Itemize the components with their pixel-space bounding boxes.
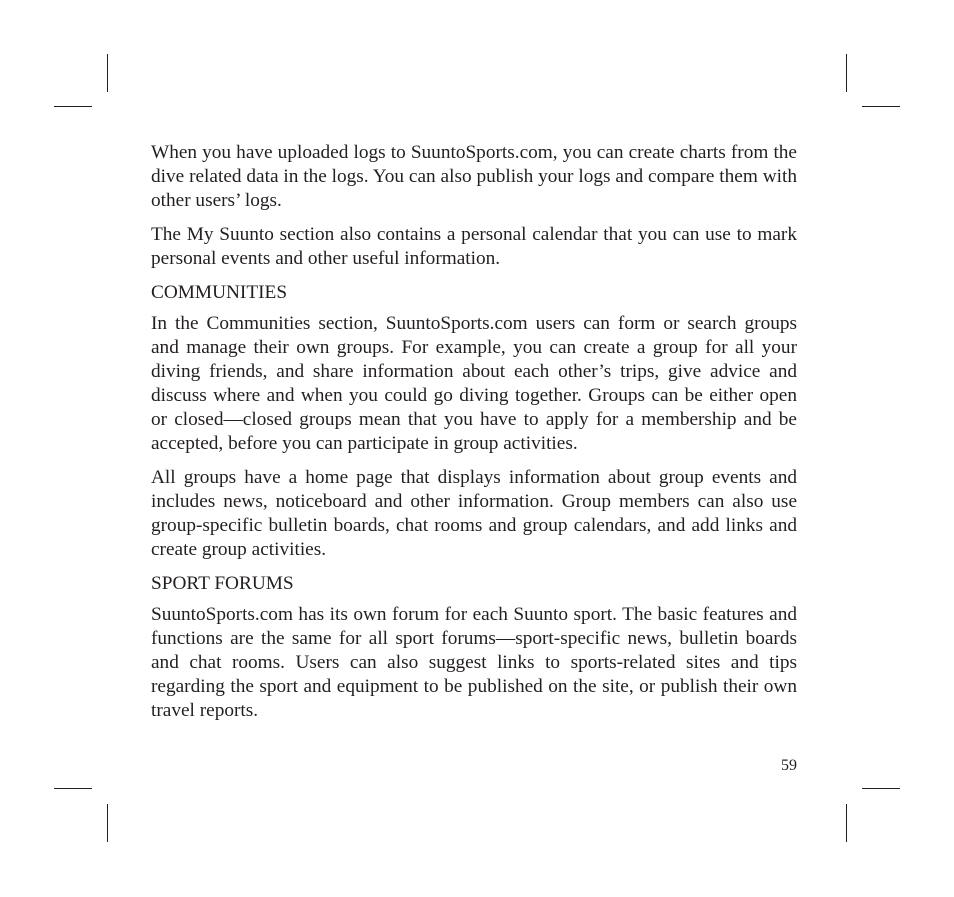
section-heading-sport-forums: SPORT FORUMS	[151, 572, 294, 594]
crop-mark-top-left-horizontal	[54, 106, 92, 107]
crop-mark-bottom-right-horizontal	[862, 788, 900, 789]
crop-mark-bottom-left-horizontal	[54, 788, 92, 789]
page-number: 59	[781, 757, 797, 774]
section-heading-communities: COMMUNITIES	[151, 281, 288, 303]
crop-mark-bottom-right-vertical	[846, 804, 847, 842]
paragraph-sport-forums: SuuntoSports.com has its own forum for each Suunto sport. The basic features and functions are the same for all sport forums—sport-specific news, bulletin boards and chat rooms. Users can also suggest links to sports-related sites and tips regarding the sport and equipment to be published on the site, or publish their own travel reports.	[151, 604, 797, 722]
paragraph-personal-calendar: The My Suunto section also contains a personal calendar that you can use to mark personal events and other useful information.	[151, 223, 797, 269]
paragraph-group-home-page: All groups have a home page that displays information about group events and includes news, noticeboard and other information. Group members can also use group-specific bulletin boards, chat rooms and group calendars, and add links and create group activities.	[151, 466, 797, 560]
paragraph-communities: In the Communities section, SuuntoSports.com users can form or search groups and manage their own groups. For example, you can create a group for all your diving friends, and share information about each other’s trips, give advice and discuss where and when you could go diving together. Groups can be either open or closed—closed groups mean that you have to apply for a membership and be accepted, before you can participate in group activities.	[151, 313, 797, 454]
crop-mark-top-left-vertical	[107, 54, 108, 92]
paragraph-logs-charts: When you have uploaded logs to SuuntoSports.com, you can create charts from the dive related data in the logs. You can also publish your logs and compare them with other users’ logs.	[151, 142, 797, 211]
crop-mark-top-right-vertical	[846, 54, 847, 92]
page-body	[151, 141, 797, 723]
crop-mark-bottom-left-vertical	[107, 804, 108, 842]
crop-mark-top-right-horizontal	[862, 106, 900, 107]
